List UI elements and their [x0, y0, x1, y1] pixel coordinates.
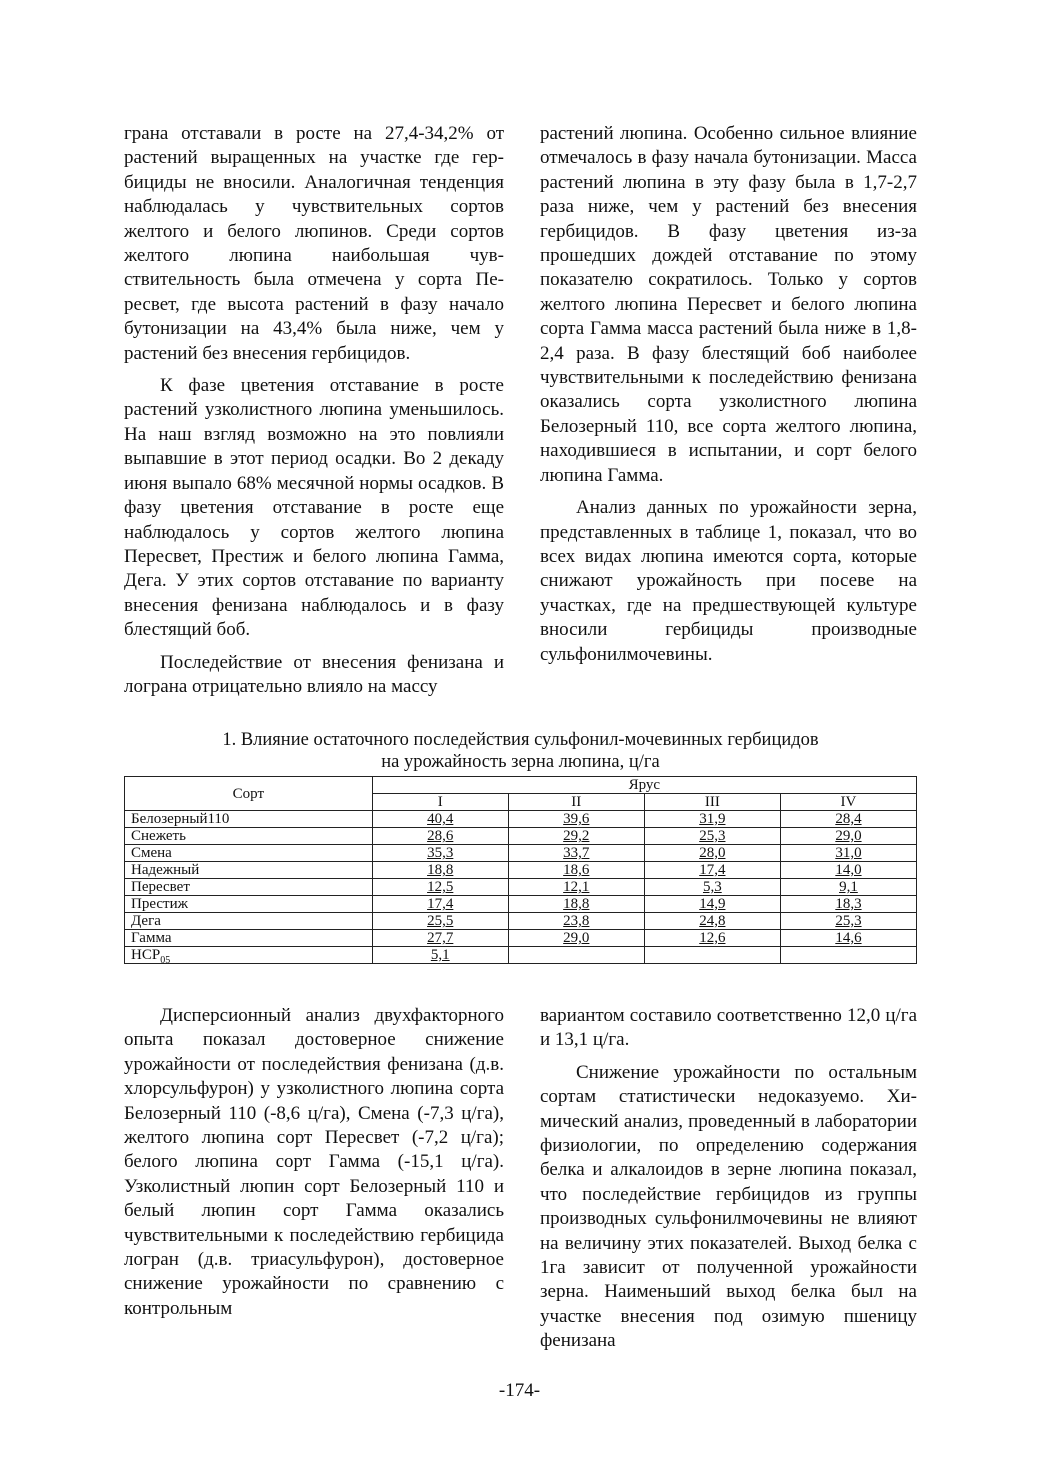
- cell-value: 17,4: [644, 862, 780, 879]
- cell-value: 31,9: [644, 811, 780, 828]
- row-name: Снежеть: [125, 828, 373, 845]
- paragraph: Анализ данных по урожайности зерна, представленных в таблице 1, показал, что во всех видах люпина имеются сорта, которые снижают урожайность при посеве на участках, где на предшествующей культуре вносили гербициды производные сульфонилмочевины.: [540, 497, 917, 665]
- cell-value: 18,8: [508, 896, 644, 913]
- cell-value: [508, 947, 644, 964]
- header-tier-2: II: [508, 794, 644, 811]
- table-row: [125, 879, 917, 896]
- cell-value: 29,2: [508, 828, 644, 845]
- cell-value: 9,1: [780, 879, 916, 896]
- cell-value: 29,0: [780, 828, 916, 845]
- table-row: [125, 828, 917, 845]
- cell-value: 33,7: [508, 845, 644, 862]
- cell-value: 39,6: [508, 811, 644, 828]
- header-tier-group: Ярус: [372, 777, 916, 794]
- cell-value: 18,8: [372, 862, 508, 879]
- cell-value: 25,5: [372, 913, 508, 930]
- row-name: Смена: [125, 845, 373, 862]
- cell-value: 25,3: [780, 913, 916, 930]
- cell-value: 5,1: [372, 947, 508, 964]
- yield-table-wrapper: [124, 776, 917, 964]
- row-name: Пересвет: [125, 879, 373, 896]
- paragraph: Дисперсионный анализ двухфакторного опыта показал достоверное снижение урожайности от последействия фенизана (д.в. хлорсульфурон) у узколистного люпина сорта Белозерный 110 (-8,6 ц/га), Смена (-7,3 ц/га), желтого люпина сорт Пересвет (-7,2 ц/га); белого люпина сорт Гамма (-15,1 ц/га). Узколистный люпин сорт Белозерный 110 и белый люпин сорт Гамма оказались чувствительными к последействию гербицида логран (д.в. триасульфурон), достоверное снижение урожайности по сравнению с контрольным: [124, 1005, 504, 1319]
- table-row-nsr: [125, 947, 917, 964]
- row-name: Престиж: [125, 896, 373, 913]
- cell-value: 28,0: [644, 845, 780, 862]
- paragraph: К фазе цветения отставание в росте растений узколистного люпина уменьшилось. На наш взгляд возможно на это повлияли выпавшие в этот период осадки. Во 2 декаду июня выпало 68% месячной нормы осадков. В фазу цветения отставание в росте еще наблюдалось у сортов желтого люпина Пересвет, Престиж и белого люпина Гамма, Дега. У этих сортов отставание по варианту внесения фенизана наблюдалось и в фазу блестящий боб.: [124, 375, 504, 641]
- text-column-2: [540, 122, 917, 675]
- row-name-nsr: [125, 947, 373, 964]
- header-tier-4: IV: [780, 794, 916, 811]
- cell-value: 12,6: [644, 930, 780, 947]
- table-row: [125, 930, 917, 947]
- paragraph: Снижение урожайности по остальным сортам статистически недоказуемо. Химический анализ, проведенный в лаборатории физиологии, по определению содержания белка и алкалоидов в зерне люпина показал, что последействие гербицидов из группы производных сульфонилмочевины не влияют на величину этих показателей. Выход белка с 1га зависит от полученной урожайности зерна. Наименьший выход белка был на участке внесения под озимую пшеницу фенизана: [540, 1061, 917, 1352]
- table-header-row: [125, 777, 917, 794]
- yield-table: [124, 776, 917, 964]
- table-row: [125, 811, 917, 828]
- table-row: [125, 896, 917, 913]
- paragraph: растений люпина. Особенно сильное влияние отмечалось в фазу начала бутонизации. Масса растений люпина в эту фазу была в 1,7-2,7 раза ниже, чем у растений без внесения гербицидов. В фазу цветения из-за прошедших дождей отставание по этому показателю сократилось. Только у сортов желтого люпина Пересвет и белого люпина сорта Гамма масса растений была ниже в 1,8-2,4 раза. В фазу блестящий боб наиболее чувствительными к последействию фенизана оказались сорта узколистного люпина Белозерный 110, все сорта желтого люпина, находившиеся в испытании, и сорт белого люпина Гамма.: [540, 123, 917, 486]
- cell-value: 18,3: [780, 896, 916, 913]
- text-column-3: [124, 1004, 504, 1329]
- text-column-4: [540, 1004, 917, 1362]
- header-sort: Сорт: [125, 777, 373, 811]
- header-tier-1: I: [372, 794, 508, 811]
- cell-value: 14,6: [780, 930, 916, 947]
- nsr-label: НСР: [131, 947, 161, 963]
- page-number: -174-: [498, 1380, 541, 1401]
- cell-value: 12,5: [372, 879, 508, 896]
- cell-value: 23,8: [508, 913, 644, 930]
- table-caption: [124, 729, 917, 773]
- header-tier-3: III: [644, 794, 780, 811]
- cell-value: 28,4: [780, 811, 916, 828]
- cell-value: 12,1: [508, 879, 644, 896]
- table-row: [125, 913, 917, 930]
- text-column-1: [124, 122, 504, 707]
- row-name: Белозерный110: [125, 811, 373, 828]
- paragraph: Последействие от внесения фенизана и лограна отрицательно влияло на массу: [124, 651, 504, 697]
- cell-value: 17,4: [372, 896, 508, 913]
- cell-value: 14,9: [644, 896, 780, 913]
- cell-value: 5,3: [644, 879, 780, 896]
- nsr-subscript: 05: [160, 955, 171, 966]
- cell-value: 40,4: [372, 811, 508, 828]
- cell-value: 27,7: [372, 930, 508, 947]
- row-name: Гамма: [125, 930, 373, 947]
- cell-value: 24,8: [644, 913, 780, 930]
- cell-value: 14,0: [780, 862, 916, 879]
- cell-value: 31,0: [780, 845, 916, 862]
- table-row: [125, 862, 917, 879]
- cell-value: 29,0: [508, 930, 644, 947]
- row-name: Надежный: [125, 862, 373, 879]
- cell-value: 28,6: [372, 828, 508, 845]
- table-caption-line-2: на урожайность зерна люпина, ц/га: [381, 752, 660, 772]
- cell-value: 18,6: [508, 862, 644, 879]
- paragraph: вариантом составило соответственно 12,0 ц/га и 13,1 ц/га.: [540, 1005, 917, 1051]
- row-name: Дега: [125, 913, 373, 930]
- table-caption-line-1: 1. Влияние остаточного последействия сульфонил-мочевинных гербицидов: [222, 730, 819, 750]
- paragraph: грана отставали в росте на 27,4-34,2% от растений выращенных на участке где гербициды не вносили. Аналогичная тенденция наблюдалась у чувствительных сортов желтого и белого люпинов. Среди сортов желтого люпина наибольшая чувствительность была отмечена у сорта Пересвет, где высота растений в фазу начало бутонизации на 43,4% была ниже, чем у растений без внесения гербицидов.: [124, 123, 504, 364]
- cell-value: [780, 947, 916, 964]
- table-row: [125, 845, 917, 862]
- cell-value: [644, 947, 780, 964]
- cell-value: 35,3: [372, 845, 508, 862]
- cell-value: 25,3: [644, 828, 780, 845]
